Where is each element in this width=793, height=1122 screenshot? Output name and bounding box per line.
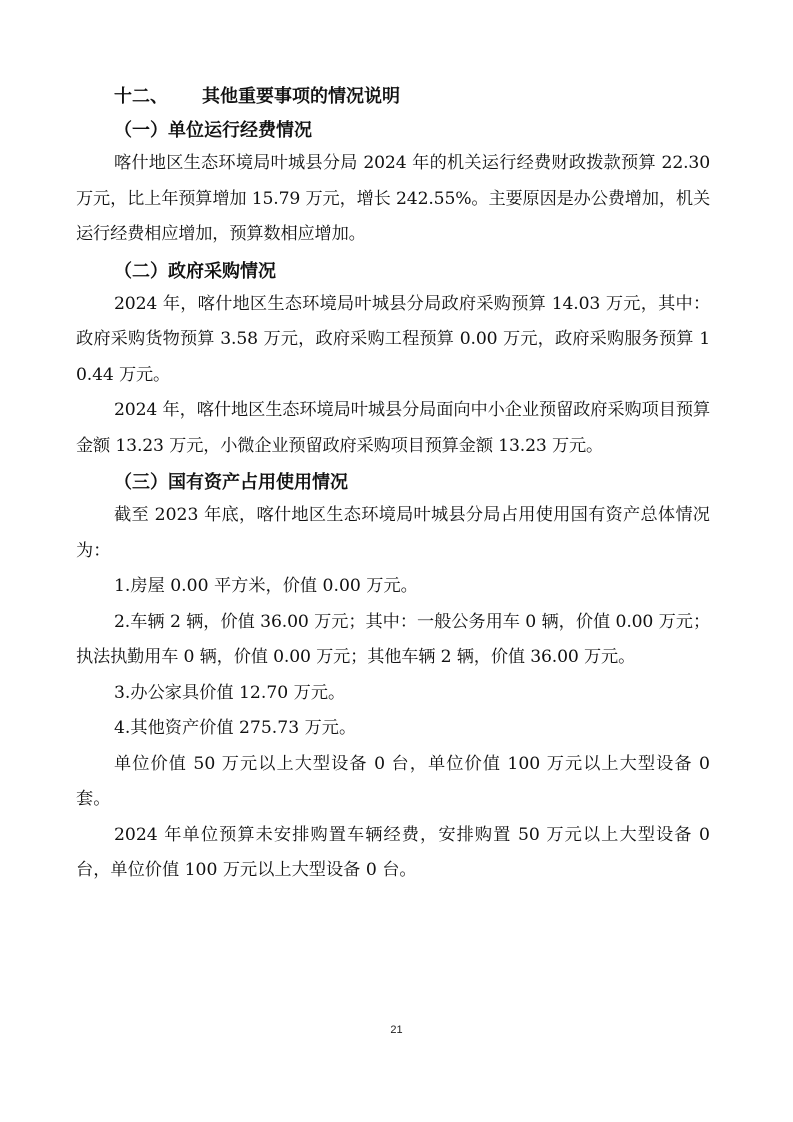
section-title: 其他重要事项的情况说明 [202, 86, 400, 107]
subsection-heading-operating-costs: （一）单位运行经费情况 [114, 120, 312, 141]
subsection-heading-state-assets: （三）国有资产占用使用情况 [114, 472, 348, 493]
paragraph-assets-buildings: 1.房屋 0.00 平方米，价值 0.00 万元。 [114, 576, 418, 596]
paragraph-operating-costs: 喀什地区生态环境局叶城县分局 2024 年的机关运行经费财政拨款预算 22.30 万元，比上年预算增加 15.79 万元，增长 242.55%。主要原因是办公费增加，机关运行经费相应增加，预算数相应增加。 [76, 153, 710, 244]
paragraph-assets-other: 4.其他资产价值 275.73 万元。 [114, 718, 357, 738]
paragraph-large-equipment: 单位价值 50 万元以上大型设备 0 台，单位价值 100 万元以上大型设备 0 套。 [76, 753, 710, 809]
subsection-heading-procurement: （二）政府采购情况 [114, 260, 276, 282]
page-content [76, 82, 710, 889]
paragraph-sme-reserved: 2024 年，喀什地区生态环境局叶城县分局面向中小企业预留政府采购项目预算金额 13.23 万元，小微企业预留政府采购项目预算金额 13.23 万元。 [76, 400, 710, 456]
paragraph-assets-vehicles: 2.车辆 2 辆，价值 36.00 万元；其中：一般公务用车 0 辆，价值 0.00 万元；执法执勤用车 0 辆，价值 0.00 万元；其他车辆 2 辆，价值 36.00 万元。 [76, 611, 710, 667]
section-number: 十二、 [114, 86, 168, 107]
paragraph-vehicle-purchase-plan: 2024 年单位预算未安排购置车辆经费，安排购置 50 万元以上大型设备 0 台，单位价值 100 万元以上大型设备 0 台。 [76, 824, 710, 880]
paragraph-assets-intro: 截至 2023 年底，喀什地区生态环境局叶城县分局占用使用国有资产总体情况为： [76, 505, 710, 561]
section-heading [76, 82, 710, 112]
paragraph-assets-furniture: 3.办公家具价值 12.70 万元。 [114, 682, 346, 703]
paragraph-procurement-budget: 2024 年，喀什地区生态环境局叶城县分局政府采购预算 14.03 万元，其中：政府采购货物预算 3.58 万元，政府采购工程预算 0.00 万元，政府采购服务预算 10.44 万元。 [76, 293, 710, 385]
page-number: 21 [390, 1024, 403, 1036]
